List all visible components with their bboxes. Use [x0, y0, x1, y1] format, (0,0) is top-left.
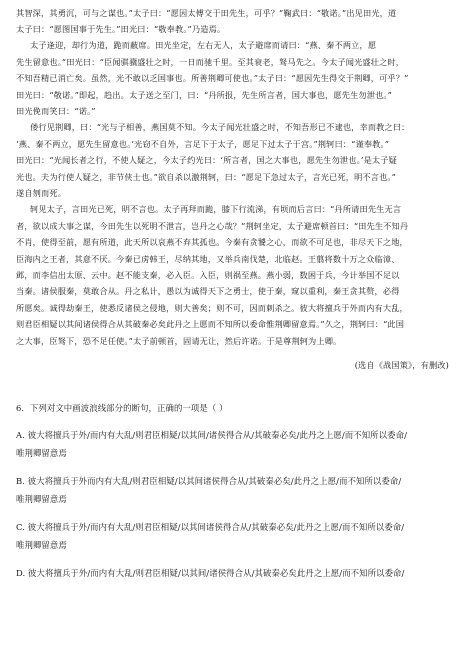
question-stem: 6．下列对文中画波浪线部分的断句，正确的一项是（ ）: [16, 403, 228, 413]
passage-line: 田光俛而笑曰：“诺。”: [16, 106, 96, 116]
source-citation: (选自《战国策》，有删改): [354, 360, 449, 370]
option-letter: C.: [16, 522, 25, 532]
passage-line: 者，欲以成大事之谋，今田先生以死明不泄言，岂丹之心哉？”荆轲坐定，太子避席顿首曰：“田先生不知丹: [16, 221, 409, 231]
passage-line: 太子曰：“愿图国事于先生。”田光曰：“敬奉教。”乃造焉。: [16, 24, 226, 34]
passage-line: 轲见太子，言田光已死，明不言也。太子再拜而跪，膝下行流涕，有顷而后言曰：“丹所请田先生无言: [30, 204, 402, 214]
passage-line: 田光曰：“敬诺。”即起，趋出。太子送之至门，曰：“丹所报，先生所言者，国大事也，愿先生勿泄也。”: [16, 90, 392, 100]
passage-line: 所愿矣。诚得劫秦王，使悉反诸侯之侵地，则大善矣；则不可，因而刺杀之。彼大将擅兵于外而内有大乱，: [16, 303, 408, 313]
option-text-continued: 唯荆卿留意焉: [16, 448, 67, 458]
passage-line: 臣海内之王者，其意不厌。今秦已虏韩王，尽纳其地，又举兵南伐楚，北临赵。王翦将数十万之众临漳、: [16, 254, 400, 264]
option-letter: B.: [16, 476, 26, 486]
option-text: 彼大将擅兵于外/而内有大乱/则君臣相疑/以其间/诸侯得合从/其破秦必矣/此丹之上愿/而不知所以委命/: [27, 430, 408, 440]
passage-line: 先生留意也。”田光曰：“臣闻骐骥盛壮之时，一日而驰千里。至其衰老，驽马先之。今太子闻光盛壮之时，: [16, 57, 405, 67]
option-c: [16, 522, 449, 532]
passage-line: 邺，而李信出太原、云中。赵不能支秦，必入臣。入臣，则祸至燕。燕小弱，数困于兵，今计举国不足以: [16, 270, 400, 280]
passage-line: 则君臣相疑以其间诸侯得合从其破秦必矣此丹之上愿而不知所以委命惟荆卿留意焉。”久之，荆轲曰：“此国: [16, 319, 405, 329]
passage-line: 其智深，其勇沉，可与之谋也。”太子曰：“愿因太傅交于田先生，可乎？”鞠武曰：“敬诺。”出见田光，道: [16, 8, 397, 18]
option-d: [16, 568, 449, 578]
option-letter: A.: [16, 430, 25, 440]
passage-line: 田光曰：“光闻长者之行，不使人疑之，今太子约光曰：‘所言者，国之大事也，愿先生勿泄也。’是太子疑: [16, 155, 397, 165]
option-text: 彼大将擅兵于外/而内有大乱/则君臣相疑/以其间诸侯得合从/其破秦必矣/此丹之上愿/而不知所以委命/: [27, 522, 405, 532]
option-text: 彼大将擅兵于外而内有大乱/则君臣相疑/以其间诸侯得合从/其破秦必矣/此丹之上愿/而不知所以委命/: [27, 476, 402, 486]
passage-line: 当秦。诸侯服秦，莫敢合从。丹之私计，愚以为诚得天下之勇士，使于秦，窥以重利，秦王贪其赘，必得: [16, 286, 400, 296]
option-a: [16, 430, 449, 440]
passage-line: 不知吾精已消亡矣。虽然，光不敢以乏国事也。所善荆卿可使也。”太子曰：“愿因先生得交于荆卿，可乎？”: [16, 73, 409, 83]
passage-line: 偻行见荆卿，曰：“光与子相善，燕国莫不知。今太子闻光壮盛之时，不知吾形已不逮也，幸而教之曰：: [30, 122, 410, 132]
passage-line: 之大事，臣驽下，恐不足任使。”太子前顿首，固请无让，然后许诺。于是尊荆轲为上卿。: [16, 336, 342, 346]
passage-line: 光也。夫为行使人疑之，非节侠士也。”欲自杀以激荆轲，曰：“愿足下急过太子，言光已死，明不言也。”: [16, 172, 396, 182]
option-b: [16, 476, 449, 486]
option-text-continued: 唯荆卿留意焉: [16, 540, 67, 550]
passage-line: 遂自刎而死。: [16, 188, 67, 198]
passage-line: 不肖，使得至前，愿有所道，此天所以哀燕不弃其孤也。今秦有贪饕之心，而欲不可足也，非尽天下之地，: [16, 237, 408, 247]
option-text-continued: 唯荆卿留意焉: [16, 494, 67, 504]
option-letter: D.: [16, 568, 26, 578]
option-text: 彼大将擅兵于外/而内有大乱/则君臣相疑/以其间/诸侯得合从/其破秦必矣此丹之上愿/而不知所以委命/: [28, 568, 405, 578]
passage-line: ‘燕、秦不两立，愿先生留意也。’光窃不自外，言足下于太子，愿足下过太子于宫。”荆轲曰：“谨奉教。”: [16, 139, 390, 149]
passage-line: 太子逢迎，却行为道，跪而蔽席。田光坐定，左右无人，太子避席而请曰：“燕、秦不两立，愿: [30, 40, 377, 50]
